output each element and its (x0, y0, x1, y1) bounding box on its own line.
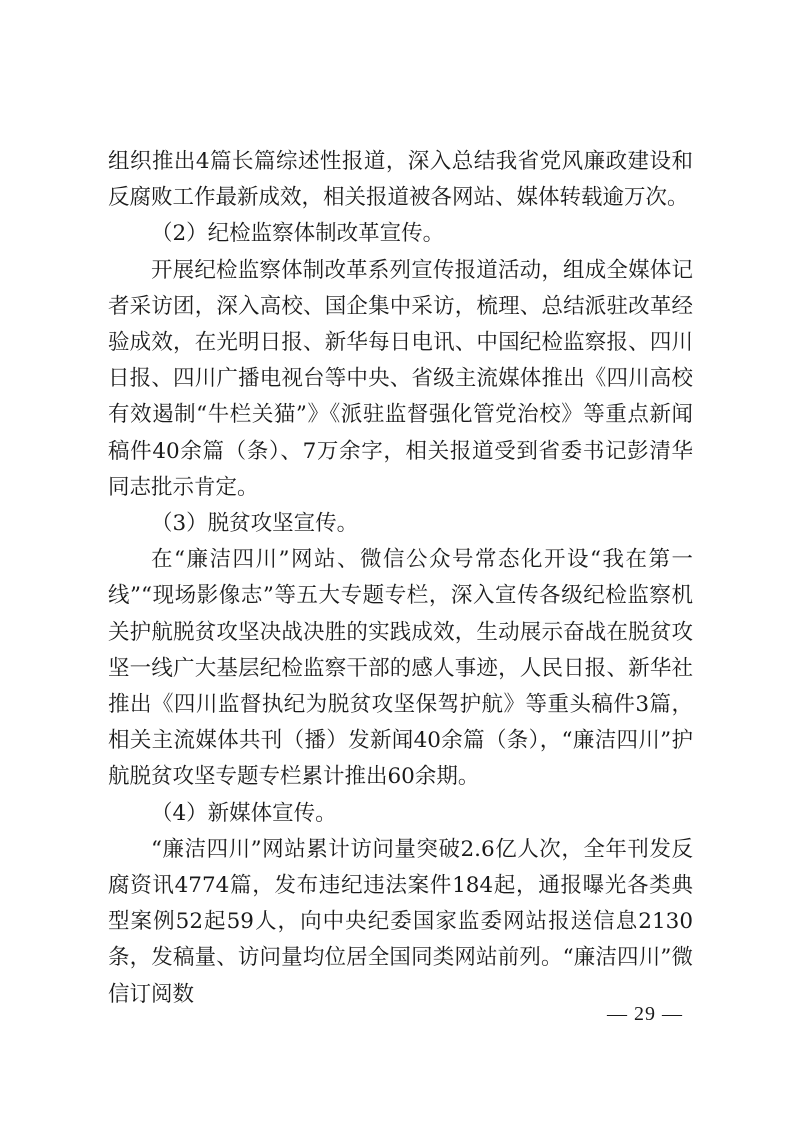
paragraph-poverty: 在“廉洁四川”网站、微信公众号常态化开设“我在第一线”“现场影像志”等五大专题专栏，深入宣传各级纪检监察机关护航脱贫攻坚决战决胜的实践成效，生动展示奋战在脱贫攻坚一线广大基层纪检监察干部的感人事迹，人民日报、新华社推出《四川监督执纪为脱贫攻坚保驾护航》等重头稿件3篇，相关主流媒体共刊（播）发新闻40余篇（条），“廉洁四川”护航脱贫攻坚专题专栏累计推出60余期。 (108, 547, 693, 790)
paragraph-continuation: 组织推出4篇长篇综述性报道，深入总结我省党风廉政建设和反腐败工作最新成效，相关报道被各网站、媒体转载逾万次。 (108, 149, 693, 211)
section-heading-poverty: （3）脱贫攻坚宣传。 (151, 511, 359, 537)
body-text (108, 144, 693, 1013)
section-heading-reform: （2）纪检监察体制改革宣传。 (151, 221, 445, 247)
page-number: — 29 — (607, 1003, 683, 1025)
section-heading-new-media: （4）新媒体宣传。 (151, 800, 337, 826)
paragraph-reform: 开展纪检监察体制改革系列宣传报道活动，组成全媒体记者采访团，深入高校、国企集中采访，梳理、总结派驻改革经验成效，在光明日报、新华每日电讯、中国纪检监察报、四川日报、四川广播电视台等中央、省级主流媒体推出《四川高校有效遏制“牛栏关猫”》《派驻监督强化管党治校》等重点新闻稿件40余篇（条）、7万余字，相关报道受到省委书记彭清华同志批示肯定。 (108, 257, 693, 500)
paragraph-new-media: “廉洁四川”网站累计访问量突破2.6亿人次，全年刊发反腐资讯4774篇，发布违纪违法案件184起，通报曝光各类典型案例52起59人，向中央纪委国家监委网站报送信息2130条，发稿量、访问量均位居全国同类网站前列。“廉洁四川”微信订阅数 (108, 836, 693, 1007)
